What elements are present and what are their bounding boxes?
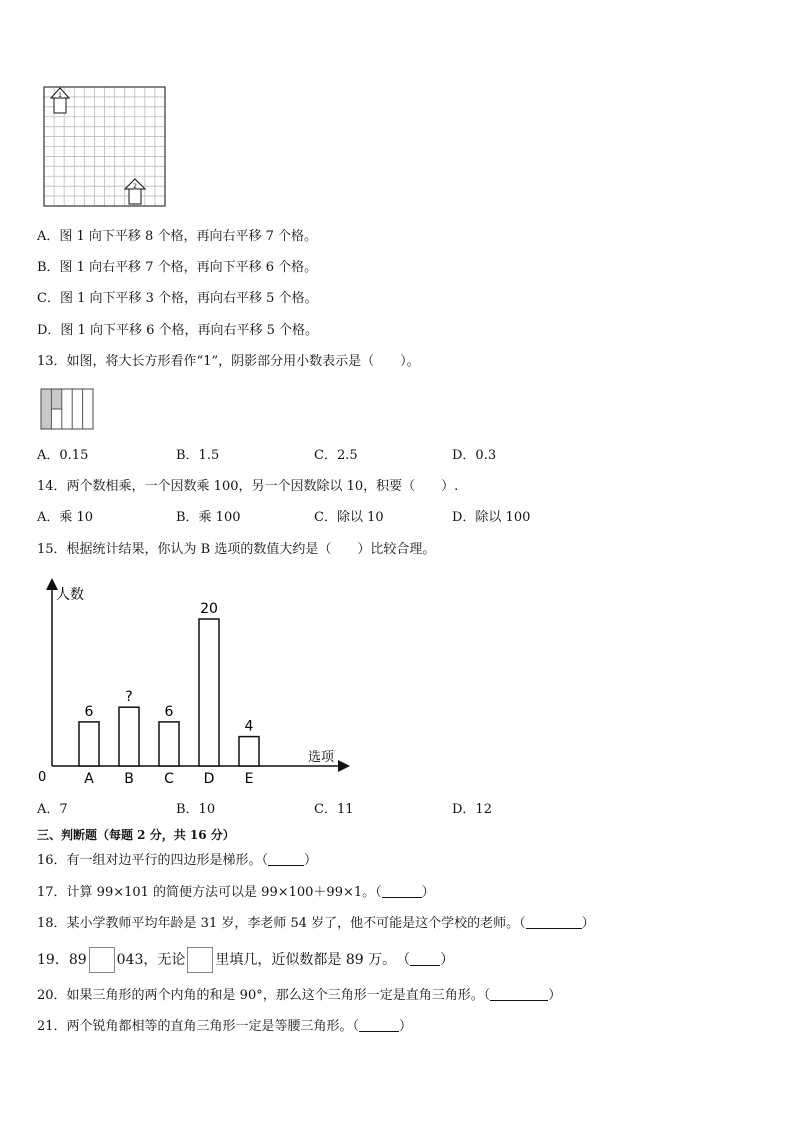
q13-option-b: B．1.5 [176, 448, 220, 463]
bar-E [239, 737, 259, 766]
q15-option-a: A．7 [37, 802, 68, 817]
translation-grid-figure [43, 86, 167, 208]
origin-label: 0 [38, 770, 47, 785]
q13-option-c: C．2.5 [314, 448, 358, 463]
q15-stem: 15．根据统计结果，你认为 B 选项的数值大约是（ ）比较合理。 [37, 542, 436, 557]
bar-A [79, 722, 99, 766]
x-tick-label-A: A [84, 771, 94, 787]
q18-answer-blank[interactable] [526, 915, 582, 929]
q19-text-b: 043，无论 [116, 952, 186, 968]
q17-text: 17．计算 99×101 的简便方法可以是 99×100＋99×1。（ [37, 885, 382, 900]
q21-close: ） [399, 1019, 413, 1034]
bar-value-label-D: 20 [200, 601, 218, 617]
q14-option-c: C．除以 10 [314, 510, 384, 525]
judge-q21 [37, 1018, 412, 1036]
q17-answer-blank[interactable] [382, 884, 422, 898]
q19-text-a: 19．89 [37, 952, 87, 968]
q14-option-d: D．除以 100 [452, 510, 531, 525]
bar-value-label-E: 4 [244, 718, 254, 735]
bar-C [159, 722, 179, 766]
x-tick-label-B: B [124, 771, 134, 787]
q20-text: 20．如果三角形的两个内角的和是 90°，那么这个三角形一定是直角三角形。（ [37, 988, 491, 1003]
house-label-1: 1 [58, 92, 62, 99]
q18-text: 18．某小学教师平均年龄是 31 岁，李老师 54 岁了，他不可能是这个学校的老师。（ [37, 916, 526, 931]
q14-stem: 14．两个数相乘，一个因数乘 100，另一个因数除以 10，积要（ ）. [37, 479, 459, 494]
q19-close: ） [440, 952, 455, 968]
q14-option-a: A．乘 10 [37, 510, 94, 525]
q12-option-b: B．图 1 向右平移 7 个格，再向下平移 6 个格。 [37, 260, 318, 275]
q17-close: ） [421, 885, 435, 900]
shaded-strip [41, 389, 51, 429]
bar-D [199, 619, 219, 766]
bar-chart [30, 578, 360, 790]
q19-text-c: 里填几，近似数都是 89 万。 （ [215, 952, 411, 968]
judge-q19 [37, 946, 454, 974]
x-tick-label-D: D [203, 771, 215, 787]
bar-B [119, 707, 139, 766]
y-axis-label: 人数 [56, 587, 84, 603]
shaded-half-strip [51, 389, 61, 409]
q19-digit-box-1[interactable] [89, 947, 115, 973]
judge-q18 [37, 915, 595, 933]
q18-close: ） [581, 916, 595, 931]
x-axis-label: 选项 [308, 750, 335, 765]
q16-answer-blank[interactable] [268, 852, 304, 866]
q16-text: 16．有一组对边平行的四边形是梯形。（ [37, 853, 269, 868]
q14-option-b: B．乘 100 [176, 510, 241, 525]
q13-rectangle-figure [40, 388, 94, 430]
bar-value-label-B: ? [125, 689, 133, 706]
x-tick-label-E: E [244, 771, 254, 787]
q12-option-c: C．图 1 向下平移 3 个格，再向右平移 5 个格。 [37, 291, 318, 306]
q20-answer-blank[interactable] [490, 987, 548, 1001]
q13-option-d: D．0.3 [452, 448, 497, 463]
q20-close: ） [548, 988, 562, 1003]
judge-q16 [37, 852, 317, 870]
judge-q17 [37, 884, 435, 902]
q12-option-d: D．图 1 向下平移 6 个格，再向右平移 5 个格。 [37, 323, 319, 338]
bar-value-label-A: 6 [84, 703, 94, 720]
bar-value-label-C: 6 [164, 703, 174, 720]
q21-answer-blank[interactable] [359, 1018, 399, 1032]
judge-q20 [37, 987, 561, 1005]
house-shape-2 [125, 179, 145, 204]
house-label-2: 2 [133, 183, 137, 190]
q21-text: 21．两个锐角都相等的直角三角形一定是等腰三角形。（ [37, 1019, 360, 1034]
q13-option-a: A．0.15 [37, 448, 89, 463]
q16-close: ） [304, 853, 318, 868]
q12-option-a: A．图 1 向下平移 8 个格，再向右平移 7 个格。 [37, 229, 317, 244]
q15-option-c: C．11 [314, 802, 354, 817]
q19-answer-blank[interactable] [410, 952, 440, 966]
q13-stem: 13．如图，将大长方形看作“1”，阴影部分用小数表示是（ ）。 [37, 354, 420, 369]
q15-option-d: D．12 [452, 802, 492, 817]
x-tick-label-C: C [164, 771, 174, 787]
q15-option-b: B．10 [176, 802, 216, 817]
q19-digit-box-2[interactable] [187, 947, 213, 973]
section-3-heading: 三、判断题（每题 2 分，共 16 分） [37, 828, 235, 842]
